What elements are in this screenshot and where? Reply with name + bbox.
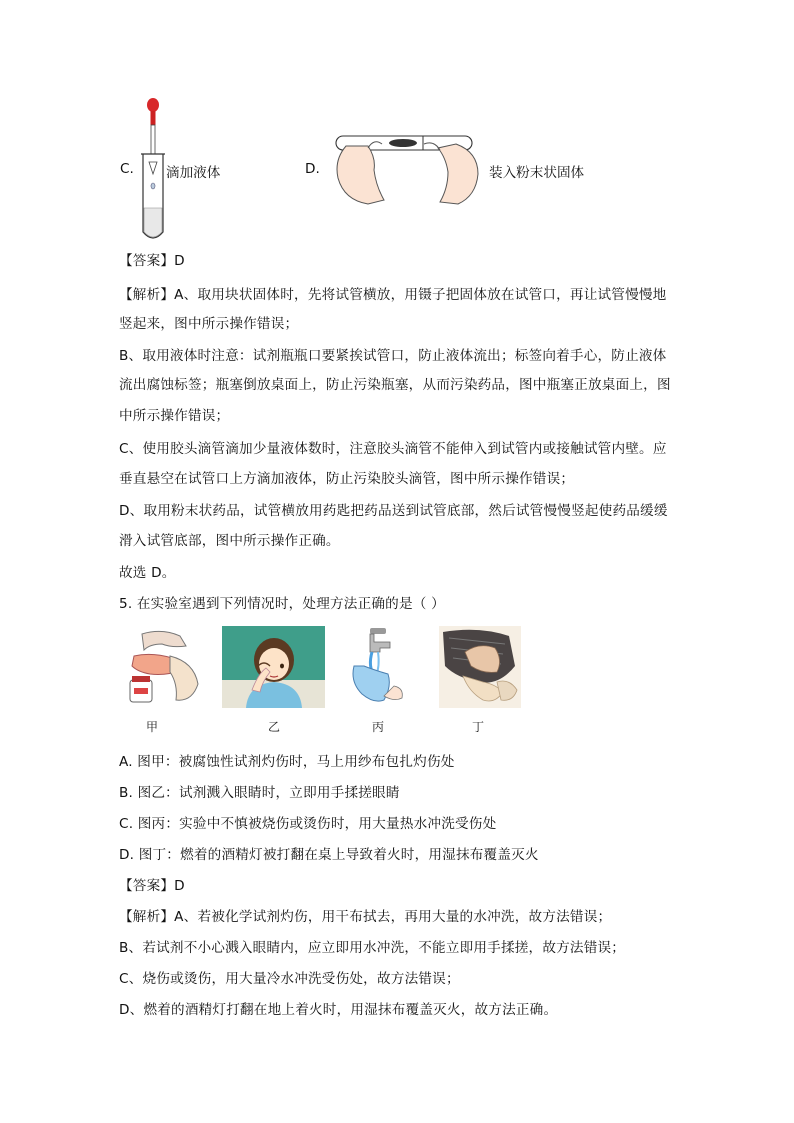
q5-answer: 【答案】D: [119, 878, 185, 894]
wet-cloth-cover-figure: [439, 626, 521, 708]
q5-option-b: B. 图乙：试剂溅入眼睛时，立即用手揉搓眼睛: [119, 785, 400, 801]
q5-analysis-line: 【解析】A、若被化学试剂灼伤，用干布拭去，再用大量的水冲洗，故方法错误；: [119, 909, 612, 925]
q4-analysis-line: D、取用粉末状药品，试管横放用药匙把药品送到试管底部，然后试管慢慢竖起使药品缓缓: [119, 503, 668, 519]
q4-analysis-line: 流出腐蚀标签；瓶塞倒放桌面上，防止污染瓶塞，从而污染药品，图中瓶塞正放桌面上，图: [119, 377, 671, 393]
q4-analysis-line: B、取用液体时注意：试剂瓶瓶口要紧挨试管口，防止液体流出；标签向着手心，防止液体: [119, 348, 667, 364]
dropper-test-tube-figure: [138, 96, 168, 246]
q5-option-d: D. 图丁：燃着的酒精灯被打翻在桌上导致着火时，用湿抹布覆盖灭火: [119, 847, 539, 863]
child-rubbing-eyes-figure: [222, 626, 325, 708]
figure-caption-jia: 甲: [146, 720, 159, 734]
q5-analysis-line: D、燃着的酒精灯打翻在地上着火时，用湿抹布覆盖灭火，故方法正确。: [119, 1002, 558, 1018]
option-d-letter: D.: [305, 161, 320, 177]
figure-caption-bing: 丙: [372, 720, 385, 734]
figure-caption-yi: 乙: [268, 720, 281, 734]
q5-analysis-line: B、若试剂不小心溅入眼睛内，应立即用水冲洗，不能立即用手揉搓，故方法错误；: [119, 940, 626, 956]
q4-analysis-line: 中所示操作错误；: [119, 408, 230, 424]
tap-water-hand-figure: [344, 626, 408, 708]
q4-analysis-line: 滑入试管底部，图中所示操作正确。: [119, 533, 340, 549]
figure-caption-ding: 丁: [472, 720, 485, 734]
q4-answer: 【答案】D: [119, 253, 185, 269]
q4-conclusion: 故选 D。: [119, 565, 176, 581]
powder-loading-figure: [328, 126, 488, 208]
q4-analysis-line: 竖起来，图中所示操作错误；: [119, 316, 299, 332]
q4-analysis-line: 【解析】A、取用块状固体时，先将试管横放，用镊子把固体放在试管口，再让试管慢慢地: [119, 287, 667, 303]
bandage-hand-figure: [122, 626, 204, 708]
q5-option-c: C. 图丙：实验中不慎被烧伤或烫伤时，用大量热水冲洗受伤处: [119, 816, 497, 832]
q4-analysis-line: C、使用胶头滴管滴加少量液体数时，注意胶头滴管不能伸入到试管内或接触试管内壁。应: [119, 441, 667, 457]
q5-option-a: A. 图甲：被腐蚀性试剂灼伤时，马上用纱布包扎灼伤处: [119, 754, 455, 770]
q5-analysis-line: C、烧伤或烫伤，用大量冷水冲洗受伤处，故方法错误；: [119, 971, 460, 987]
q5-stem: 5. 在实验室遇到下列情况时，处理方法正确的是（ ）: [119, 596, 445, 612]
q4-analysis-line: 垂直悬空在试管口上方滴加液体，防止污染胶头滴管，图中所示操作错误；: [119, 471, 575, 487]
option-c-letter: C.: [120, 161, 134, 177]
option-c-label: 滴加液体: [166, 165, 221, 181]
option-d-label: 装入粉末状固体: [489, 165, 585, 181]
